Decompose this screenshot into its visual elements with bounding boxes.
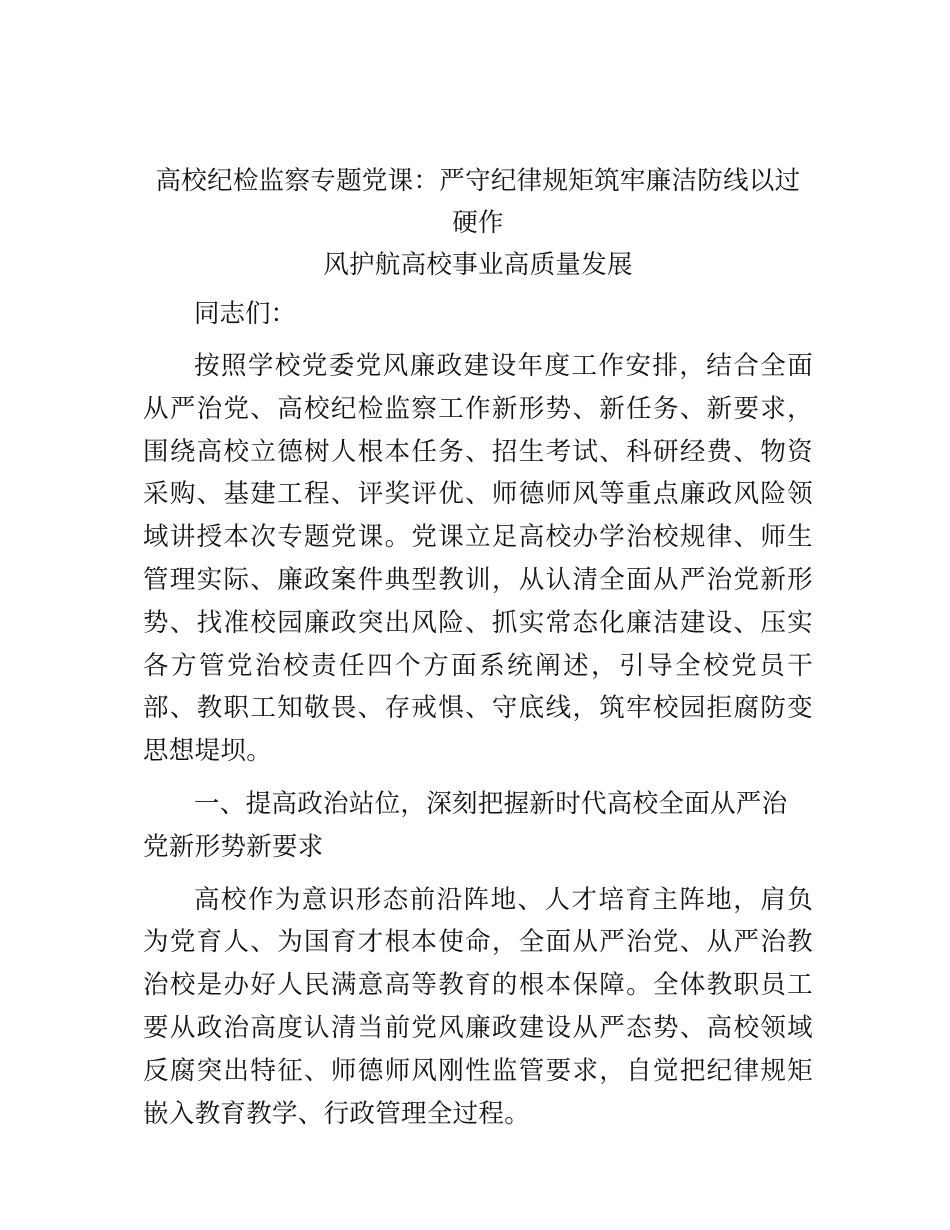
section-1-paragraph: 高校作为意识形态前沿阵地、人才培育主阵地，肩负为党育人、为国育才根本使命，全面从严治党、从严治教治校是办好人民满意高等教育的根本保障。全体教职员工要从政治高度认清当前党风廉政建设从严态势、高校领域反腐突出特征、师德师风刚性监管要求，自觉把纪律规矩嵌入教育教学、行政管理全过程。 xyxy=(143,884,813,1129)
intro-paragraph: 按照学校党委党风廉政建设年度工作安排，结合全面从严治党、高校纪检监察工作新形势、新任务、新要求，围绕高校立德树人根本任务、招生考试、科研经费、物资采购、基建工程、评奖评优、师德师风等重点廉政风险领域讲授本次专题党课。党课立足高校办学治校规律、师生管理实际、廉政案件典型教训，从认清全面从严治党新形势、找准校园廉政突出风险、抓实常态化廉洁建设、压实各方管党治校责任四个方面系统阐述，引导全校党员干部、教职工知敬畏、存戒惧、守底线，筑牢校园拒腐防变思想堤坝。 xyxy=(143,351,813,767)
salutation: 同志们： xyxy=(194,299,297,329)
section-1-heading: 一、提高政治站位，深刻把握新时代高校全面从严治党新形势新要求 xyxy=(143,788,788,862)
title-line-1: 高校纪检监察专题党课：严守纪律规矩筑牢廉洁防线以过硬作 xyxy=(155,166,801,238)
document-title xyxy=(143,160,813,286)
title-line-2: 风护航高校事业高质量发展 xyxy=(323,250,633,280)
document-page xyxy=(143,160,813,1135)
